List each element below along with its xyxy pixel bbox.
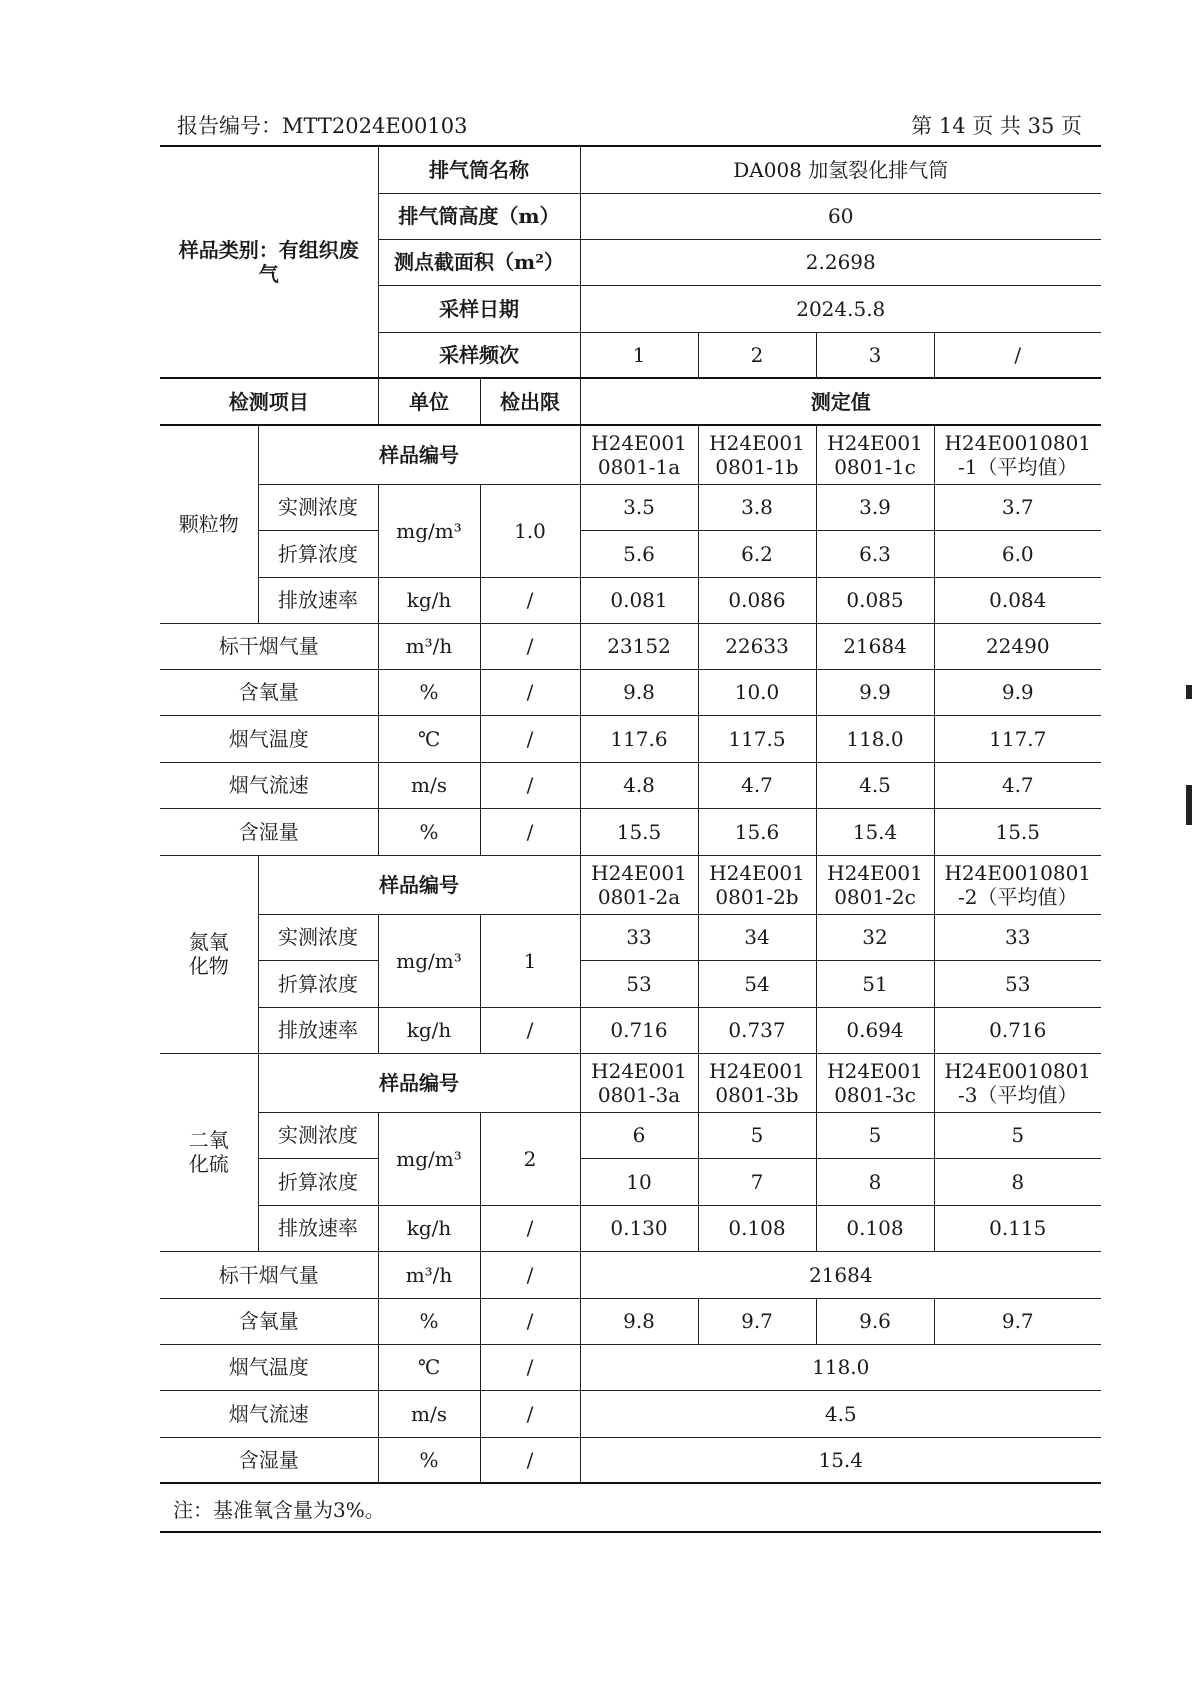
value-cell: 4.8	[580, 762, 698, 808]
value-cell: 0.716	[580, 1007, 698, 1053]
value-cell: 3.7	[934, 484, 1101, 530]
value-cell: 33	[934, 914, 1101, 960]
value-cell: 22633	[698, 623, 816, 669]
value-cell: 32	[816, 914, 934, 960]
value-cell: 34	[698, 914, 816, 960]
param-limit: /	[480, 1344, 580, 1390]
column-header-values: 测定值	[580, 378, 1101, 425]
detection-limit: 1.0	[480, 484, 580, 577]
value-cell: 5.6	[580, 530, 698, 577]
rate-unit: kg/h	[378, 1007, 480, 1053]
value-cell: 9.9	[934, 669, 1101, 715]
value-cell: 9.7	[934, 1298, 1101, 1344]
param-unit: ℃	[378, 715, 480, 762]
stack-name-label: 排气筒名称	[378, 146, 580, 193]
column-header-item: 检测项目	[160, 378, 378, 425]
value-cell: 5	[698, 1112, 816, 1158]
detection-limit: 2	[480, 1112, 580, 1205]
stack-name: DA008 加氢裂化排气筒	[580, 146, 1101, 193]
value-cell: 9.9	[816, 669, 934, 715]
param-limit: /	[480, 623, 580, 669]
value-cell: 15.5	[934, 808, 1101, 855]
section-area: 2.2698	[580, 239, 1101, 285]
sample-id: H24E001 0801-3a	[580, 1053, 698, 1112]
sampling-date: 2024.5.8	[580, 285, 1101, 332]
footnote-rule	[160, 1531, 1101, 1533]
param-name: 烟气流速	[160, 762, 378, 808]
sample-id: H24E001 0801-2b	[698, 855, 816, 914]
value-cell: 6.3	[816, 530, 934, 577]
value-cell: 3.8	[698, 484, 816, 530]
param-limit: /	[480, 1298, 580, 1344]
scan-edge-mark	[1186, 785, 1192, 825]
rate-limit: /	[480, 1007, 580, 1053]
value-cell: 10.0	[698, 669, 816, 715]
param-name: 烟气流速	[160, 1390, 378, 1437]
param-limit: /	[480, 715, 580, 762]
frequency-cell: /	[934, 332, 1101, 378]
sample-id: H24E001 0801-1c	[816, 425, 934, 484]
value-cell: 3.9	[816, 484, 934, 530]
value-cell: 0.086	[698, 577, 816, 623]
detection-limit: 1	[480, 914, 580, 1007]
particulate-label: 颗粒物	[160, 425, 258, 623]
rate-unit: kg/h	[378, 577, 480, 623]
column-header-limit: 检出限	[480, 378, 580, 425]
value-cell: 0.084	[934, 577, 1101, 623]
value-cell: 117.7	[934, 715, 1101, 762]
footnote: 注：基准氧含量为3%。	[173, 1498, 385, 1522]
test-result-table	[160, 145, 1101, 1484]
value-cell: 6	[580, 1112, 698, 1158]
emission-rate-label: 排放速率	[258, 1007, 378, 1053]
value-cell: 118.0	[580, 1344, 1101, 1390]
value-cell: 53	[934, 960, 1101, 1007]
sample-id: H24E001 0801-2c	[816, 855, 934, 914]
value-cell: 0.108	[816, 1205, 934, 1251]
value-cell: 8	[816, 1158, 934, 1205]
value-cell: 3.5	[580, 484, 698, 530]
converted-conc-label: 折算浓度	[258, 530, 378, 577]
value-cell: 15.4	[816, 808, 934, 855]
frequency-cell: 1	[580, 332, 698, 378]
nox-label: 氮氧化物	[160, 855, 258, 1053]
value-cell: 22490	[934, 623, 1101, 669]
measured-conc-label: 实测浓度	[258, 1112, 378, 1158]
param-name: 标干烟气量	[160, 1251, 378, 1298]
value-cell: 23152	[580, 623, 698, 669]
sample-id: H24E0010801 -2（平均值）	[934, 855, 1101, 914]
value-cell: 0.130	[580, 1205, 698, 1251]
sample-id: H24E001 0801-1b	[698, 425, 816, 484]
sample-id: H24E001 0801-3b	[698, 1053, 816, 1112]
conc-unit: mg/m³	[378, 484, 480, 577]
sample-no-label: 样品编号	[258, 855, 580, 914]
value-cell: 15.6	[698, 808, 816, 855]
value-cell: 0.115	[934, 1205, 1101, 1251]
conc-unit: mg/m³	[378, 914, 480, 1007]
value-cell: 15.5	[580, 808, 698, 855]
value-cell: 4.7	[698, 762, 816, 808]
value-cell: 10	[580, 1158, 698, 1205]
param-limit: /	[480, 1390, 580, 1437]
value-cell: 5	[816, 1112, 934, 1158]
value-cell: 4.5	[580, 1390, 1101, 1437]
param-unit: ℃	[378, 1344, 480, 1390]
sample-id: H24E0010801 -3（平均值）	[934, 1053, 1101, 1112]
column-header-unit: 单位	[378, 378, 480, 425]
value-cell: 0.694	[816, 1007, 934, 1053]
sample-no-label: 样品编号	[258, 425, 580, 484]
value-cell: 9.8	[580, 669, 698, 715]
stack-height: 60	[580, 193, 1101, 239]
value-cell: 9.7	[698, 1298, 816, 1344]
value-cell: 117.6	[580, 715, 698, 762]
param-name: 烟气温度	[160, 715, 378, 762]
sampling-date-label: 采样日期	[378, 285, 580, 332]
value-cell: 0.085	[816, 577, 934, 623]
value-cell: 6.2	[698, 530, 816, 577]
param-name: 烟气温度	[160, 1344, 378, 1390]
param-unit: %	[378, 808, 480, 855]
value-cell: 0.737	[698, 1007, 816, 1053]
converted-conc-label: 折算浓度	[258, 960, 378, 1007]
sample-category: 样品类别：有组织废气	[160, 146, 378, 378]
converted-conc-label: 折算浓度	[258, 1158, 378, 1205]
param-unit: %	[378, 669, 480, 715]
param-unit: %	[378, 1298, 480, 1344]
scan-edge-mark	[1186, 685, 1192, 699]
value-cell: 0.108	[698, 1205, 816, 1251]
value-cell: 0.081	[580, 577, 698, 623]
value-cell: 33	[580, 914, 698, 960]
param-limit: /	[480, 1251, 580, 1298]
stack-height-label: 排气筒高度（m）	[378, 193, 580, 239]
conc-unit: mg/m³	[378, 1112, 480, 1205]
param-unit: m³/h	[378, 623, 480, 669]
value-cell: 6.0	[934, 530, 1101, 577]
value-cell: 9.6	[816, 1298, 934, 1344]
param-name: 标干烟气量	[160, 623, 378, 669]
param-limit: /	[480, 1437, 580, 1483]
value-cell: 51	[816, 960, 934, 1007]
param-name: 含湿量	[160, 1437, 378, 1483]
param-limit: /	[480, 808, 580, 855]
section-area-label: 测点截面积（m²）	[378, 239, 580, 285]
value-cell: 4.7	[934, 762, 1101, 808]
emission-rate-label: 排放速率	[258, 1205, 378, 1251]
report-number: 报告编号：MTT2024E00103	[177, 114, 468, 138]
param-limit: /	[480, 762, 580, 808]
sample-id: H24E0010801 -1（平均值）	[934, 425, 1101, 484]
so2-label: 二氧化硫	[160, 1053, 258, 1251]
sample-id: H24E001 0801-3c	[816, 1053, 934, 1112]
value-cell: 54	[698, 960, 816, 1007]
param-unit: m/s	[378, 1390, 480, 1437]
param-unit: %	[378, 1437, 480, 1483]
frequency-cell: 2	[698, 332, 816, 378]
param-name: 含氧量	[160, 669, 378, 715]
param-name: 含氧量	[160, 1298, 378, 1344]
value-cell: 53	[580, 960, 698, 1007]
param-limit: /	[480, 669, 580, 715]
value-cell: 15.4	[580, 1437, 1101, 1483]
param-unit: m³/h	[378, 1251, 480, 1298]
frequency-cell: 3	[816, 332, 934, 378]
measured-conc-label: 实测浓度	[258, 484, 378, 530]
sample-id: H24E001 0801-2a	[580, 855, 698, 914]
value-cell: 7	[698, 1158, 816, 1205]
measured-conc-label: 实测浓度	[258, 914, 378, 960]
param-unit: m/s	[378, 762, 480, 808]
rate-unit: kg/h	[378, 1205, 480, 1251]
value-cell: 8	[934, 1158, 1101, 1205]
value-cell: 0.716	[934, 1007, 1101, 1053]
emission-rate-label: 排放速率	[258, 577, 378, 623]
param-name: 含湿量	[160, 808, 378, 855]
value-cell: 21684	[580, 1251, 1101, 1298]
sampling-frequency-label: 采样频次	[378, 332, 580, 378]
value-cell: 9.8	[580, 1298, 698, 1344]
value-cell: 21684	[816, 623, 934, 669]
rate-limit: /	[480, 1205, 580, 1251]
sample-no-label: 样品编号	[258, 1053, 580, 1112]
rate-limit: /	[480, 577, 580, 623]
value-cell: 118.0	[816, 715, 934, 762]
value-cell: 5	[934, 1112, 1101, 1158]
value-cell: 117.5	[698, 715, 816, 762]
sample-id: H24E001 0801-1a	[580, 425, 698, 484]
page-number: 第 14 页 共 35 页	[911, 114, 1082, 138]
value-cell: 4.5	[816, 762, 934, 808]
